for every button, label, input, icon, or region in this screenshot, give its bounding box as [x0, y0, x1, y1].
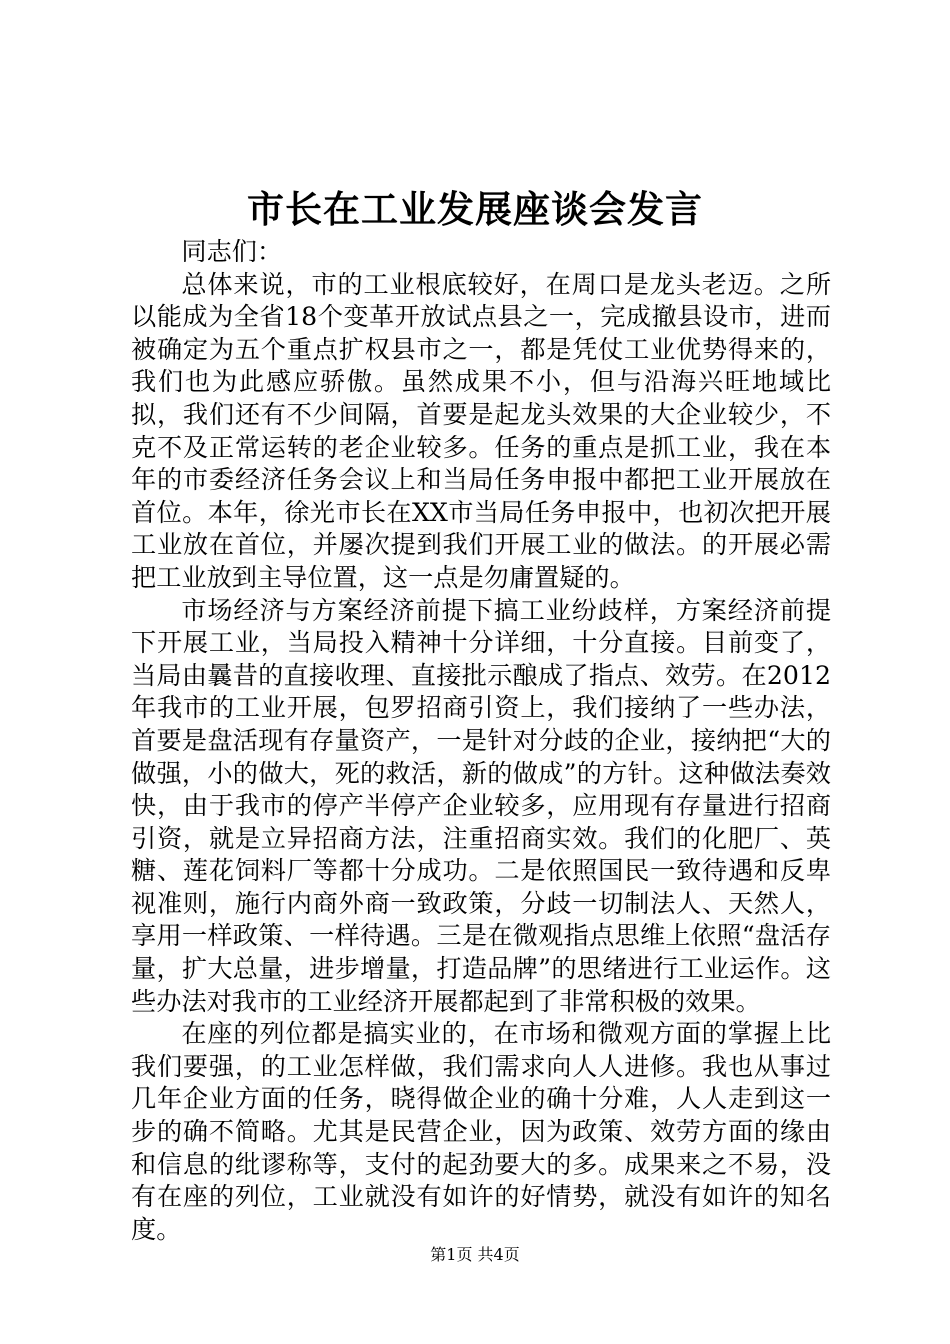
- document-body: [131, 236, 831, 1246]
- paragraph: 总体来说，市的工业根底较好，在周口是龙头老迈。之所以能成为全省18个变革开放试点县之一，完成撤县设市，进而被确定为五个重点扩权县市之一，都是凭仗工业优势得来的，我们也为此感应骄傲。虽然成果不小，但与沿海兴旺地域比拟，我们还有不少间隔，首要是起龙头效果的大企业较少，不克不及正常运转的老企业较多。任务的重点是抓工业，我在本年的市委经济任务会议上和当局任务申报中都把工业开展放在首位。本年，徐光市长在XX市当局任务申报中，也初次把开展工业放在首位，并屡次提到我们开展工业的做法。的开展必需把工业放到主导位置，这一点是勿庸置疑的。: [131, 269, 831, 592]
- paragraph: 市场经济与方案经济前提下搞工业纷歧样，方案经济前提下开展工业，当局投入精神十分详细，十分直接。目前变了，当局由曩昔的直接收理、直接批示酿成了指点、效劳。在2012年我市的工业开展，包罗招商引资上，我们接纳了一些办法，首要是盘活现有存量资产，一是针对分歧的企业，接纳把“大的做强，小的做大，死的救活，新的做成”的方针。这种做法奏效快，由于我市的停产半停产企业较多，应用现有存量进行招商引资，就是立异招商方法，注重招商实效。我们的化肥厂、英糖、莲花饲料厂等都十分成功。二是依照国民一致待遇和反卑视准则，施行内商外商一致政策，分歧一切制法人、天然人，享用一样政策、一样待遇。三是在微观指点思维上依照“盘活存量，扩大总量，进步增量，打造品牌”的思绪进行工业运作。这些办法对我市的工业经济开展都起到了非常积极的效果。: [131, 595, 831, 1016]
- paragraph: 在座的列位都是搞实业的，在市场和微观方面的掌握上比我们要强，的工业怎样做，我们需求向人人进修。我也从事过几年企业方面的任务，晓得做企业的确十分难，人人走到这一步的确不简略。尤其是民营企业，因为政策、效劳方面的缘由和信息的纰谬称等，支付的起劲要大的多。成果来之不易，没有在座的列位，工业就没有如许的好情势，就没有如许的知名度。: [131, 1019, 831, 1244]
- salutation: 同志们：: [181, 237, 283, 266]
- page-number-footer: 第1页 共4页: [430, 1245, 520, 1264]
- document-title: 市长在工业发展座谈会发言: [247, 187, 703, 231]
